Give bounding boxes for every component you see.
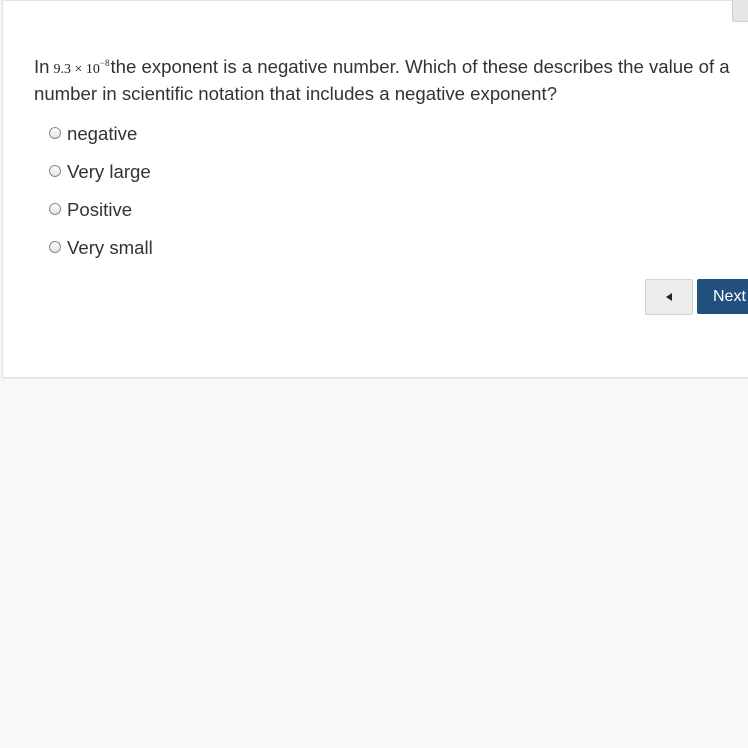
option-label: Very small xyxy=(67,237,153,258)
question-card xyxy=(2,0,748,378)
radio-button[interactable] xyxy=(49,165,61,177)
question-body: the exponent is a negative number. Which of these describes the value of a number in scientific notation that includes a negative exponent? xyxy=(34,56,730,104)
option-label: negative xyxy=(67,123,138,144)
option-label: Positive xyxy=(67,199,133,220)
answer-options xyxy=(49,115,153,267)
option-positive[interactable] xyxy=(49,191,153,229)
radio-button[interactable] xyxy=(49,127,61,139)
menu-button[interactable] xyxy=(732,0,748,22)
math-exponent: −8 xyxy=(99,58,110,68)
question-prefix: In xyxy=(34,56,50,77)
radio-button[interactable] xyxy=(49,203,61,215)
radio-button[interactable] xyxy=(49,241,61,253)
next-button[interactable]: Next xyxy=(697,279,748,314)
option-negative[interactable] xyxy=(49,115,153,153)
math-expression xyxy=(53,58,110,77)
question-text xyxy=(34,51,738,106)
option-label: Very large xyxy=(67,161,151,182)
option-very-small[interactable] xyxy=(49,229,153,267)
option-very-large[interactable] xyxy=(49,153,153,191)
back-button[interactable] xyxy=(645,279,693,315)
math-base: 9.3 × 10 xyxy=(53,62,100,77)
triangle-left-icon xyxy=(666,293,672,301)
